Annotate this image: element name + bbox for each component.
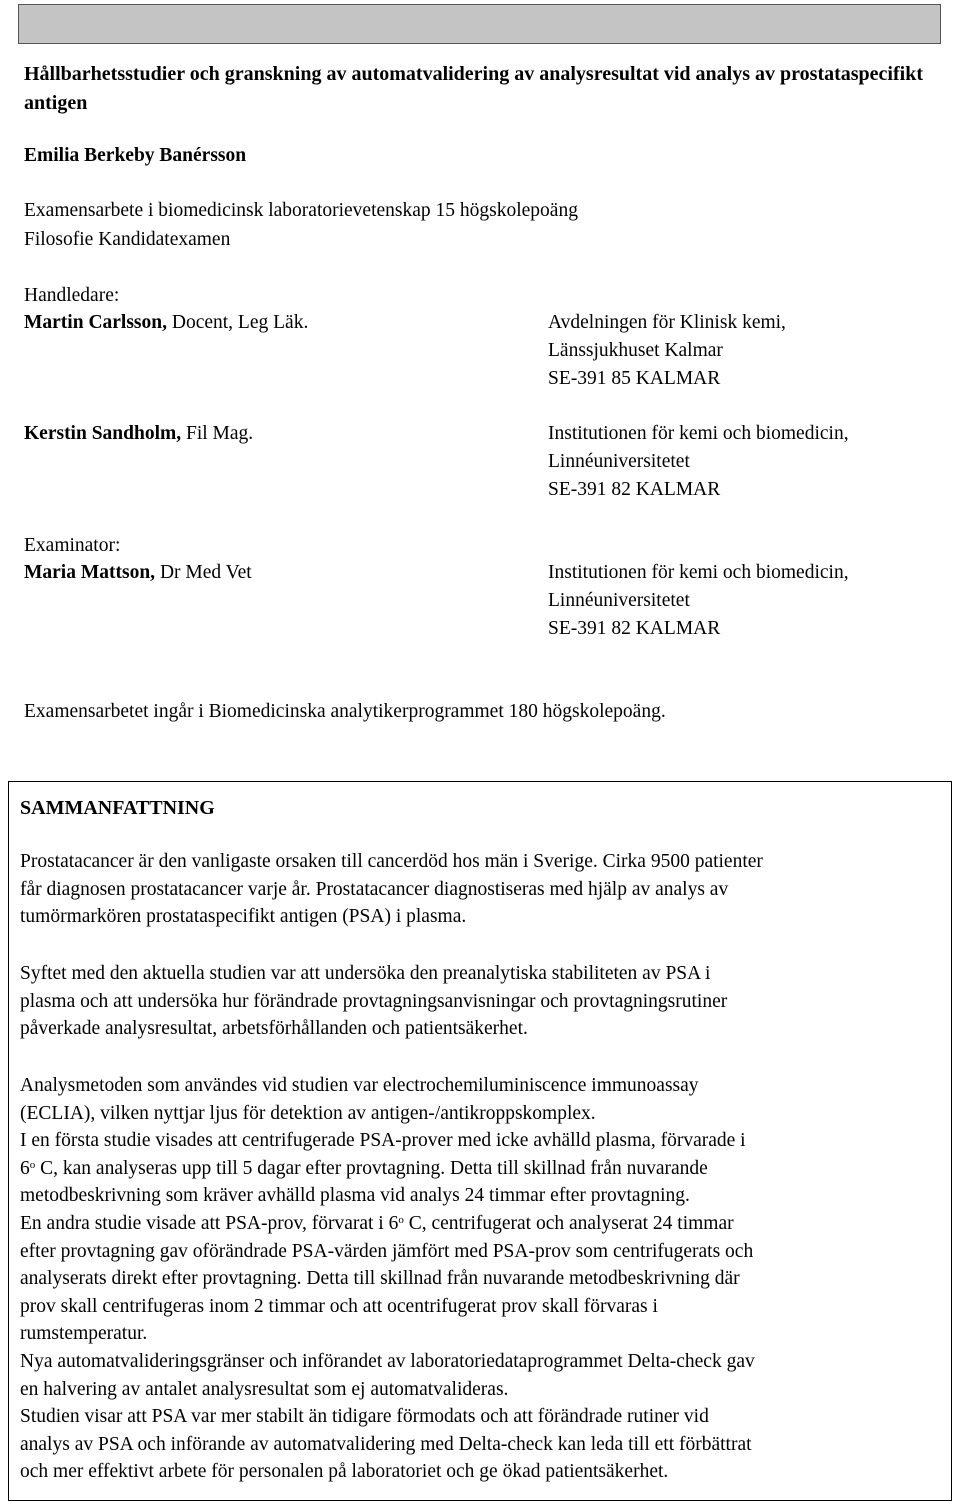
text-line [20,1210,940,1238]
author-name: Emilia Berkeby Banérsson [24,145,247,166]
supervisor-2-address-2: Linnéuniversitetet [548,451,690,472]
summary-heading: SAMMANFATTNING [20,797,215,819]
text-line: får diagnosen prostatacancer varje år. Prostatacancer diagnostiseras med hjälp av analys av [20,878,729,900]
header-bar [18,4,941,44]
text-line: och mer effektivt arbete för personalen på laboratoriet och ge ökad patientsäkerhet. [20,1461,669,1483]
examiner-name: Maria Mattson, [24,562,156,583]
text-line: plasma och att undersöka hur förändrade provtagningsanvisningar och provtagningsrutiner [20,990,728,1012]
text-line: rumstemperatur. [20,1323,148,1345]
text-line: Analysmetoden som användes vid studien var electrochemiluminiscence immunoassay [20,1075,699,1096]
text-fragment: C, kan analyseras upp till 5 dagar efter provtagning. Detta till skillnad från nuvarande [35,1157,708,1179]
text-line: Syftet med den aktuella studien var att undersöka den preanalytiska stabiliteten av PSA i [20,963,711,984]
degree-line-2: Filosofie Kandidatexamen [24,229,231,250]
examiner-title: Dr Med Vet [155,562,252,583]
supervisor-1-title: Docent, Leg Läk. [167,312,309,333]
degree-superscript: o [398,1213,404,1226]
degree-superscript: o [29,1158,36,1171]
supervisor-1-name: Martin Carlsson, [24,312,167,333]
summary-paragraph-3 [20,1072,940,1486]
supervisor-2-name: Kerstin Sandholm, [24,423,182,444]
text-line: analyserats direkt efter provtagning. Detta till skillnad från nuvarande metodbeskrivning där [20,1268,740,1290]
examiner-address-1: Institutionen för kemi och biomedicin, [548,562,849,583]
supervisor-1-address-3: SE-391 85 KALMAR [548,368,721,389]
examiner-address-3: SE-391 82 KALMAR [548,618,721,639]
supervisor-1-address-1: Avdelningen för Klinisk kemi, [548,312,786,333]
text-line: prov skall centrifugeras inom 2 timmar och att ocentrifugerat prov skall förvaras i [20,1295,658,1317]
text-fragment: 6 [20,1157,30,1179]
text-line: efter provtagning gav oförändrade PSA-värden jämfört med PSA-prov som centrifugerats och [20,1240,754,1262]
text-line: I en första studie visades att centrifugerade PSA-prover med icke avhälld plasma, förvarade i [20,1130,746,1152]
text-fragment: En andra studie visade att PSA-prov, förvarat i 6 [20,1212,399,1234]
thesis-title: Hållbarhetsstudier och granskning av automatvalidering av analysresultat vid analys av prostataspecifikt antigen [24,63,923,114]
text-line: Studien visar att PSA var mer stabilt än tidigare förmodats och att förändrade rutiner vid [20,1406,709,1428]
supervisor-2-address-3: SE-391 82 KALMAR [548,479,721,500]
supervisor-1-address-2: Länssjukhuset Kalmar [548,340,723,361]
supervisor-2-address-1: Institutionen för kemi och biomedicin, [548,423,849,444]
summary-paragraph-1 [20,848,940,931]
supervisor-2-title: Fil Mag. [181,423,254,444]
text-line: tumörmarkören prostataspecifikt antigen (PSA) i plasma. [20,906,467,928]
program-note: Examensarbetet ingår i Biomedicinska analytikerprogrammet 180 högskolepoäng. [24,701,666,722]
supervisor-1 [24,309,308,337]
text-line: påverkade analysresultat, arbetsförhållanden och patientsäkerhet. [20,1018,528,1040]
text-fragment: C, centrifugerat och analyserat 24 timmar [403,1212,734,1234]
text-line: (ECLIA), vilken nyttjar ljus för detektion av antigen-/antikroppskomplex. [20,1102,596,1124]
text-line: Prostatacancer är den vanligaste orsaken till cancerdöd hos män i Sverige. Cirka 9500 patienter [20,851,763,872]
text-line: metodbeskrivning som kräver avhälld plasma vid analys 24 timmar efter provtagning. [20,1185,690,1207]
summary-paragraph-2 [20,960,940,1043]
supervisor-2 [24,420,253,448]
text-line: en halvering av antalet analysresultat som ej automatvalideras. [20,1378,509,1400]
supervisors-label: Handledare: [24,285,120,306]
degree-line-1: Examensarbete i biomedicinsk laboratorievetenskap 15 högskolepoäng [24,200,578,221]
text-line: Nya automatvalideringsgränser och införandet av laboratoriedataprogrammet Delta-check gav [20,1350,755,1372]
examiner-label: Examinator: [24,535,121,556]
text-line [20,1155,940,1183]
examiner [24,559,252,587]
text-line: analys av PSA och införande av automatvalidering med Delta-check kan leda till ett förbättrat [20,1433,752,1455]
examiner-address-2: Linnéuniversitetet [548,590,690,611]
